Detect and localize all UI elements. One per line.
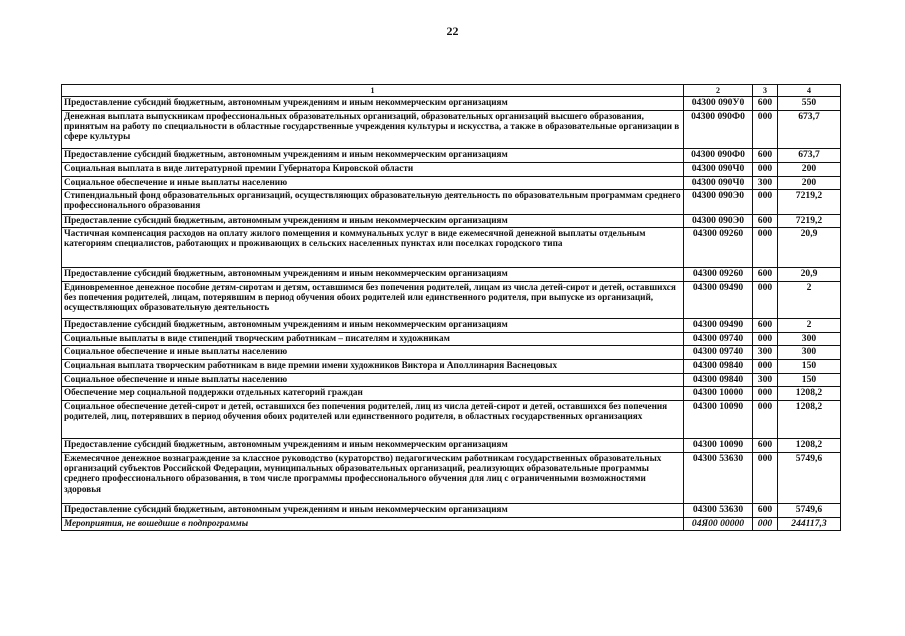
row-sum: 5749,6 <box>778 504 841 518</box>
row-csr: 04300 090Ф0 <box>684 149 753 163</box>
header-col-3: 3 <box>753 85 778 97</box>
row-vr: 600 <box>753 504 778 518</box>
table-row <box>62 149 841 163</box>
row-name: Стипендиальный фонд образовательных организаций, осуществляющих образовательную деятельность по образовательным программам среднего профессионального образования <box>62 190 684 215</box>
row-vr: 600 <box>753 268 778 282</box>
table-row <box>62 453 841 504</box>
row-vr: 000 <box>753 111 778 149</box>
row-name: Ежемесячное денежное вознаграждение за классное руководство (кураторство) педагогическим работникам государственных образовательных организаций субъектов Российской Федерации, муниципальных образовательных организаций, реализующих образовательные программы среднего профессионального образования, в том числе программы профессионального обучения для лиц с ограниченными возможностями здоровья <box>62 453 684 504</box>
row-name: Предоставление субсидий бюджетным, автономным учреждениям и иным некоммерческим организациям <box>62 149 684 163</box>
row-name: Социальное обеспечение и иные выплаты населению <box>62 177 684 190</box>
row-csr: 04300 090Ф0 <box>684 111 753 149</box>
row-vr: 000 <box>753 228 778 268</box>
row-vr: 000 <box>753 282 778 319</box>
row-vr: 000 <box>753 387 778 401</box>
row-sum: 1208,2 <box>778 387 841 401</box>
row-sum: 673,7 <box>778 111 841 149</box>
table-total-row <box>62 518 841 531</box>
total-sum: 244117,3 <box>778 518 841 531</box>
row-name: Денежная выплата выпускникам профессиональных образовательных организаций, образовательных организаций высшего образования, принятым на работу по специальности в областные государственные учреждения культуры и искусства, а также в образовательные организации в сфере культуры <box>62 111 684 149</box>
row-csr: 04300 09490 <box>684 282 753 319</box>
table-header-row <box>62 85 841 97</box>
row-vr: 600 <box>753 149 778 163</box>
budget-table <box>61 84 841 531</box>
row-sum: 550 <box>778 97 841 111</box>
table-row <box>62 360 841 374</box>
row-sum: 200 <box>778 163 841 177</box>
row-sum: 200 <box>778 177 841 190</box>
table-row <box>62 190 841 215</box>
table-row <box>62 346 841 360</box>
header-col-4: 4 <box>778 85 841 97</box>
row-vr: 000 <box>753 163 778 177</box>
row-sum: 300 <box>778 333 841 346</box>
row-sum: 7219,2 <box>778 190 841 215</box>
row-sum: 20,9 <box>778 268 841 282</box>
row-name: Предоставление субсидий бюджетным, автономным учреждениям и иным некоммерческим организациям <box>62 319 684 333</box>
row-sum: 150 <box>778 374 841 387</box>
row-vr: 600 <box>753 319 778 333</box>
row-sum: 1208,2 <box>778 401 841 439</box>
row-name: Социальное обеспечение детей-сирот и детей, оставшихся без попечения родителей, лиц из числа детей-сирот и детей, оставшихся без попечения родителей, лиц, потерявших в период обучения обоих родителей или единственного родителя, в областных государственных организациях <box>62 401 684 439</box>
row-name: Предоставление субсидий бюджетным, автономным учреждениям и иным некоммерческим организациям <box>62 268 684 282</box>
row-vr: 600 <box>753 215 778 228</box>
table-row <box>62 439 841 453</box>
row-csr: 04300 09740 <box>684 346 753 360</box>
table-row <box>62 319 841 333</box>
row-sum: 2 <box>778 319 841 333</box>
header-col-2: 2 <box>684 85 753 97</box>
row-name: Социальное обеспечение и иные выплаты населению <box>62 346 684 360</box>
row-csr: 04300 090Э0 <box>684 215 753 228</box>
row-csr: 04300 09840 <box>684 374 753 387</box>
row-vr: 300 <box>753 177 778 190</box>
table-row <box>62 268 841 282</box>
row-vr: 000 <box>753 333 778 346</box>
row-sum: 5749,6 <box>778 453 841 504</box>
table-row <box>62 163 841 177</box>
table-row <box>62 401 841 439</box>
row-csr: 04300 090Ч0 <box>684 163 753 177</box>
row-sum: 7219,2 <box>778 215 841 228</box>
row-name: Социальная выплата творческим работникам в виде премии имени художников Виктора и Аполлинария Васнецовых <box>62 360 684 374</box>
table-row <box>62 97 841 111</box>
table-row <box>62 282 841 319</box>
row-csr: 04300 10090 <box>684 439 753 453</box>
row-name: Обеспечение мер социальной поддержки отдельных категорий граждан <box>62 387 684 401</box>
table-row <box>62 177 841 190</box>
row-name: Единовременное денежное пособие детям-сиротам и детям, оставшимся без попечения родителей, лицам из числа детей-сирот и детей, оставшихся без попечения родителей, лицам, потерявшим в период обучения обоих родителей или единственного родителя, при выпуске из организаций, осуществляющих образовательную деятельность <box>62 282 684 319</box>
table-row <box>62 111 841 149</box>
row-csr: 04300 090Э0 <box>684 190 753 215</box>
row-sum: 20,9 <box>778 228 841 268</box>
row-csr: 04300 09260 <box>684 228 753 268</box>
row-csr: 04300 10000 <box>684 387 753 401</box>
row-vr: 300 <box>753 374 778 387</box>
row-sum: 150 <box>778 360 841 374</box>
row-name: Предоставление субсидий бюджетным, автономным учреждениям и иным некоммерческим организациям <box>62 215 684 228</box>
total-name: Мероприятия, не вошедшие в подпрограммы <box>62 518 684 531</box>
row-vr: 600 <box>753 439 778 453</box>
table-row <box>62 228 841 268</box>
row-sum: 300 <box>778 346 841 360</box>
row-vr: 300 <box>753 346 778 360</box>
row-sum: 673,7 <box>778 149 841 163</box>
row-name: Предоставление субсидий бюджетным, автономным учреждениям и иным некоммерческим организациям <box>62 97 684 111</box>
total-vr: 000 <box>753 518 778 531</box>
table-row <box>62 374 841 387</box>
row-vr: 000 <box>753 190 778 215</box>
table-row <box>62 333 841 346</box>
row-csr: 04300 09740 <box>684 333 753 346</box>
table-row <box>62 215 841 228</box>
row-csr: 04300 09840 <box>684 360 753 374</box>
row-name: Социальная выплата в виде литературной премии Губернатора Кировской области <box>62 163 684 177</box>
row-csr: 04300 10090 <box>684 401 753 439</box>
row-csr: 04300 09490 <box>684 319 753 333</box>
page-number: 22 <box>446 24 459 38</box>
row-vr: 000 <box>753 360 778 374</box>
table-row <box>62 504 841 518</box>
row-name: Частичная компенсация расходов на оплату жилого помещения и коммунальных услуг в виде ежемесячной денежной выплаты отдельным категориям специалистов, работающих и проживающих в сельских населенных пунктах или поселках городского типа <box>62 228 684 268</box>
row-name: Социальное обеспечение и иные выплаты населению <box>62 374 684 387</box>
row-sum: 2 <box>778 282 841 319</box>
table-row <box>62 387 841 401</box>
row-csr: 04300 53630 <box>684 453 753 504</box>
row-name: Предоставление субсидий бюджетным, автономным учреждениям и иным некоммерческим организациям <box>62 439 684 453</box>
row-name: Предоставление субсидий бюджетным, автономным учреждениям и иным некоммерческим организациям <box>62 504 684 518</box>
row-csr: 04300 090Ч0 <box>684 177 753 190</box>
header-col-1: 1 <box>62 85 684 97</box>
row-name: Социальные выплаты в виде стипендий творческим работникам – писателям и художникам <box>62 333 684 346</box>
total-csr: 04Я00 00000 <box>684 518 753 531</box>
row-csr: 04300 53630 <box>684 504 753 518</box>
row-vr: 600 <box>753 97 778 111</box>
row-csr: 04300 090У0 <box>684 97 753 111</box>
row-vr: 000 <box>753 453 778 504</box>
row-csr: 04300 09260 <box>684 268 753 282</box>
row-vr: 000 <box>753 401 778 439</box>
row-sum: 1208,2 <box>778 439 841 453</box>
